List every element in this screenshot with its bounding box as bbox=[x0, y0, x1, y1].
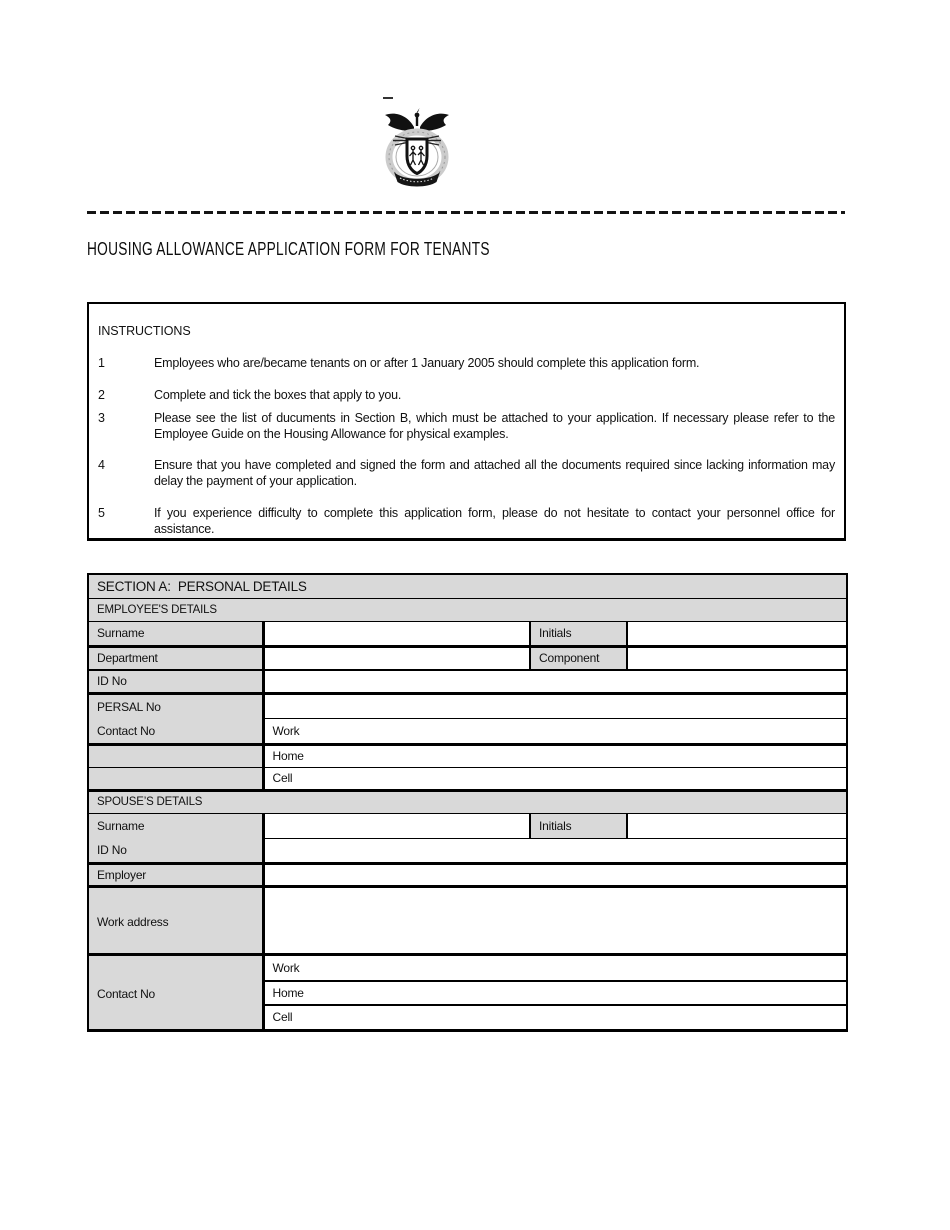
spouse-contact-cell-input[interactable] bbox=[263, 1005, 847, 1030]
instructions-heading: INSTRUCTIONS bbox=[98, 324, 191, 338]
instruction-text: Employees who are/became tenants on or after 1 January 2005 should complete this application form. bbox=[154, 356, 700, 370]
employee-surname-label: Surname bbox=[88, 621, 263, 646]
spouse-initials-input[interactable] bbox=[627, 813, 847, 838]
employee-initials-label: Initials bbox=[530, 621, 627, 646]
instruction-text: Ensure that you have completed and signed the form and attached all the documents required since lacking information may delay the payment of your application. bbox=[154, 458, 835, 488]
spouse-employer-input[interactable] bbox=[263, 863, 847, 886]
spouse-contact-work-input[interactable] bbox=[263, 954, 847, 981]
instruction-number: 5 bbox=[98, 506, 105, 520]
spouse-employer-label: Employer bbox=[88, 863, 263, 886]
employee-contact-work-input[interactable] bbox=[263, 719, 847, 745]
employee-component-label: Component bbox=[530, 646, 627, 670]
instruction-text: If you experience difficulty to complete this application form, please do not hesitate to contact your personnel office for assistance. bbox=[154, 506, 835, 536]
employee-persal-contact-label bbox=[88, 693, 263, 744]
right-wing-icon bbox=[420, 114, 449, 131]
employee-persal-input[interactable] bbox=[263, 693, 847, 719]
instruction-item bbox=[98, 410, 835, 442]
instruction-item bbox=[98, 505, 835, 537]
spouse-initials-label: Initials bbox=[530, 813, 627, 838]
employee-contact-cell-input[interactable] bbox=[263, 767, 847, 790]
spouse-work-address-input[interactable] bbox=[263, 886, 847, 954]
employee-contact-spacer bbox=[88, 744, 263, 767]
employee-initials-input[interactable] bbox=[627, 621, 847, 646]
instruction-number: 4 bbox=[98, 458, 105, 472]
spouse-surname-label: Surname bbox=[97, 818, 145, 833]
employee-component-input[interactable] bbox=[627, 646, 847, 670]
cell-sublabel: Cell bbox=[272, 1010, 293, 1025]
spouse-idno-label: ID No bbox=[97, 842, 127, 857]
work-sublabel: Work bbox=[272, 723, 300, 738]
work-sublabel: Work bbox=[272, 960, 300, 975]
instructions-box bbox=[87, 302, 846, 541]
employee-contact-label: Contact No bbox=[97, 723, 156, 738]
employee-contact-spacer bbox=[88, 767, 263, 790]
form-title: HOUSING ALLOWANCE APPLICATION FORM FOR TENANTS bbox=[87, 238, 490, 259]
left-wing-icon bbox=[385, 114, 414, 131]
employee-surname-input[interactable] bbox=[263, 621, 530, 646]
employee-details-header: EMPLOYEE'S DETAILS bbox=[88, 598, 847, 621]
employee-idno-input[interactable] bbox=[263, 670, 847, 693]
section-a-header: SECTION A: PERSONAL DETAILS bbox=[88, 574, 847, 598]
instruction-number: 1 bbox=[98, 356, 105, 370]
instruction-number: 3 bbox=[98, 411, 105, 425]
section-a-table bbox=[87, 573, 848, 1032]
instruction-item bbox=[98, 457, 835, 489]
instruction-item bbox=[98, 387, 835, 403]
coat-of-arms-logo bbox=[383, 103, 451, 191]
spouse-contact-home-input[interactable] bbox=[263, 981, 847, 1005]
spouse-contact-label: Contact No bbox=[88, 954, 263, 1030]
employee-department-input[interactable] bbox=[263, 646, 530, 670]
dashed-separator bbox=[87, 211, 845, 214]
employee-idno-label: ID No bbox=[88, 670, 263, 693]
employee-persal-label: PERSAL No bbox=[97, 699, 161, 714]
instruction-text: Please see the list of ducuments in Section B, which must be attached to your application. If necessary please refer to the Employee Guide on the Housing Allowance for physical examples. bbox=[154, 411, 835, 441]
spouse-idno-input[interactable] bbox=[263, 838, 847, 863]
spouse-details-header: SPOUSE’S DETAILS bbox=[88, 790, 847, 813]
scan-artifact-dash bbox=[383, 97, 393, 99]
employee-department-label: Department bbox=[88, 646, 263, 670]
home-sublabel: Home bbox=[272, 749, 304, 763]
spouse-surname-idno-label bbox=[88, 813, 263, 863]
instruction-item bbox=[98, 355, 835, 371]
home-sublabel: Home bbox=[272, 986, 304, 1000]
instruction-number: 2 bbox=[98, 388, 105, 402]
spouse-surname-input[interactable] bbox=[263, 813, 530, 838]
cell-sublabel: Cell bbox=[272, 771, 293, 785]
instruction-text: Complete and tick the boxes that apply to you. bbox=[154, 388, 402, 402]
spouse-work-address-label: Work address bbox=[88, 886, 263, 954]
employee-contact-home-input[interactable] bbox=[263, 744, 847, 767]
